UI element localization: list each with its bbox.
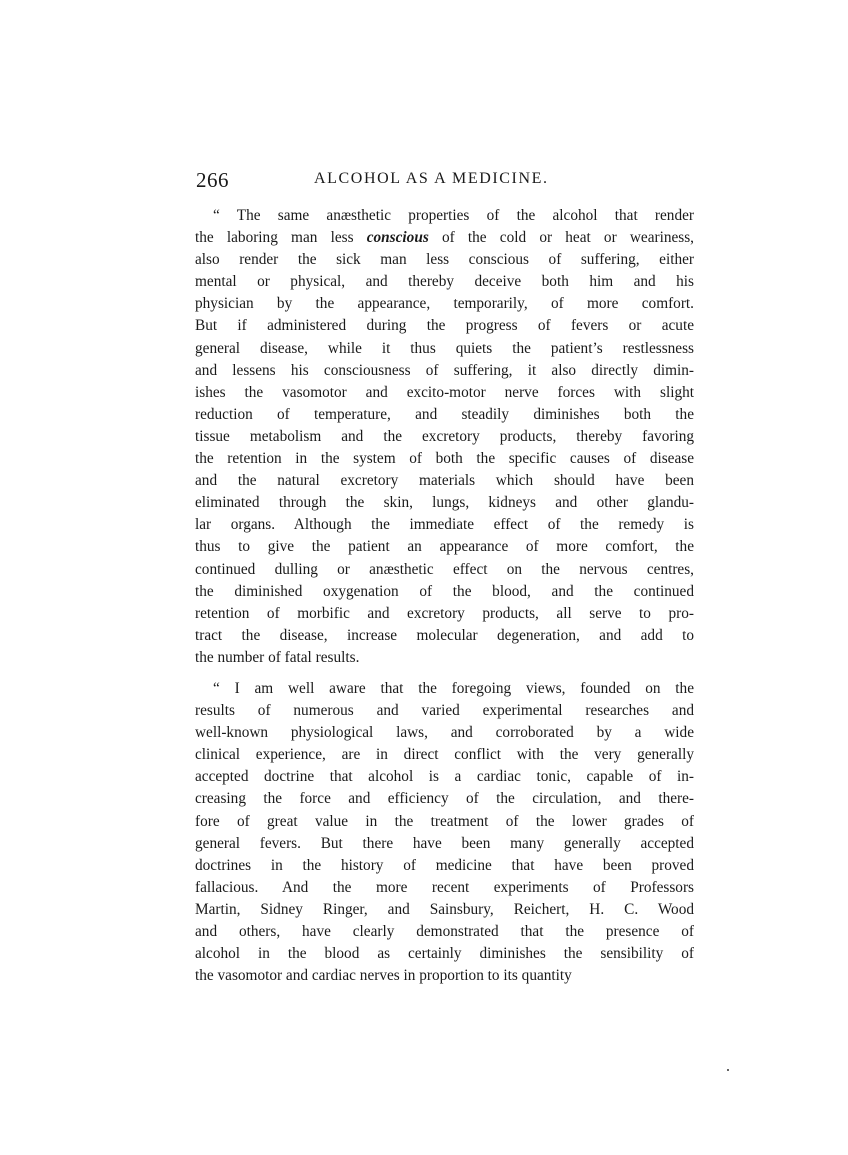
text-line: general disease, while it thus quiets the patient’s restlessness bbox=[195, 339, 694, 357]
text-line bbox=[195, 227, 694, 249]
text-line: the vasomotor and cardiac nerves in proportion to its quantity bbox=[195, 967, 572, 985]
page-number: 266 bbox=[196, 168, 229, 192]
text-line: thus to give the patient an appearance of more comfort, the bbox=[195, 538, 694, 556]
text-line: retention of morbific and excretory products, all serve to pro- bbox=[195, 604, 694, 622]
text-line: eliminated through the skin, lungs, kidneys and other glandu- bbox=[195, 494, 694, 512]
text-line: the diminished oxygenation of the blood, and the continued bbox=[195, 582, 694, 600]
text-line: ishes the vasomotor and excito-motor nerve forces with slight bbox=[195, 383, 694, 401]
line-text: of the cold or heat or weariness, bbox=[428, 229, 695, 247]
page-speck bbox=[727, 1069, 729, 1071]
running-title: ALCOHOL AS A MEDICINE. bbox=[314, 170, 549, 187]
text-line: and lessens his consciousness of suffering, it also directly dimin- bbox=[195, 361, 694, 379]
text-line: “ The same anæsthetic properties of the alcohol that render bbox=[213, 207, 694, 224]
text-line: fore of great value in the treatment of the lower grades of bbox=[195, 812, 694, 830]
text-line: accepted doctrine that alcohol is a cardiac tonic, capable of in- bbox=[195, 768, 694, 786]
text-line: But if administered during the progress of fevers or acute bbox=[195, 317, 694, 335]
text-line: tissue metabolism and the excretory products, thereby favoring bbox=[195, 427, 694, 445]
text-line: fallacious. And the more recent experiments of Professors bbox=[195, 878, 694, 896]
text-line: doctrines in the history of medicine that have been proved bbox=[195, 856, 694, 874]
text-line: and the natural excretory materials which should have been bbox=[195, 472, 694, 490]
text-line: “ I am well aware that the foregoing views, founded on the bbox=[213, 679, 694, 697]
text-line: the number of fatal results. bbox=[195, 648, 360, 666]
text-line: and others, have clearly demonstrated that the presence of bbox=[195, 923, 694, 940]
text-line: clinical experience, are in direct conflict with the very generally bbox=[195, 746, 694, 764]
text-line: general fevers. But there have been many generally accepted bbox=[195, 834, 694, 852]
text-line: alcohol in the blood as certainly diminishes the sensibility of bbox=[195, 945, 694, 963]
quote-paragraph-foregoing-views bbox=[195, 678, 694, 987]
text-line: also render the sick man less conscious of suffering, either bbox=[195, 251, 694, 269]
text-line: mental or physical, and thereby deceive both him and his bbox=[195, 273, 694, 291]
text-line: Martin, Sidney Ringer, and Sainsbury, Reichert, H. C. Wood bbox=[195, 900, 694, 918]
text-line: results of numerous and varied experimental researches and bbox=[195, 702, 694, 720]
text-line: well-known physiological laws, and corroborated by a wide bbox=[195, 724, 694, 742]
text-line: reduction of temperature, and steadily diminishes both the bbox=[195, 405, 694, 423]
running-head bbox=[196, 168, 696, 192]
line-text: the laboring man less bbox=[195, 229, 367, 247]
body-text bbox=[195, 205, 694, 987]
text-line: creasing the force and efficiency of the circulation, and there- bbox=[195, 790, 694, 808]
text-line: lar organs. Although the immediate effect of the remedy is bbox=[195, 516, 694, 534]
text-line: tract the disease, increase molecular degeneration, and add to bbox=[195, 626, 694, 644]
quote-paragraph-anaesthetic bbox=[195, 205, 694, 669]
text-line: continued dulling or anæsthetic effect on the nervous centres, bbox=[195, 560, 694, 578]
emphasized-word: conscious bbox=[366, 229, 429, 247]
text-line: physician by the appearance, temporarily, of more comfort. bbox=[195, 295, 694, 313]
text-line: the retention in the system of both the specific causes of disease bbox=[195, 450, 694, 468]
